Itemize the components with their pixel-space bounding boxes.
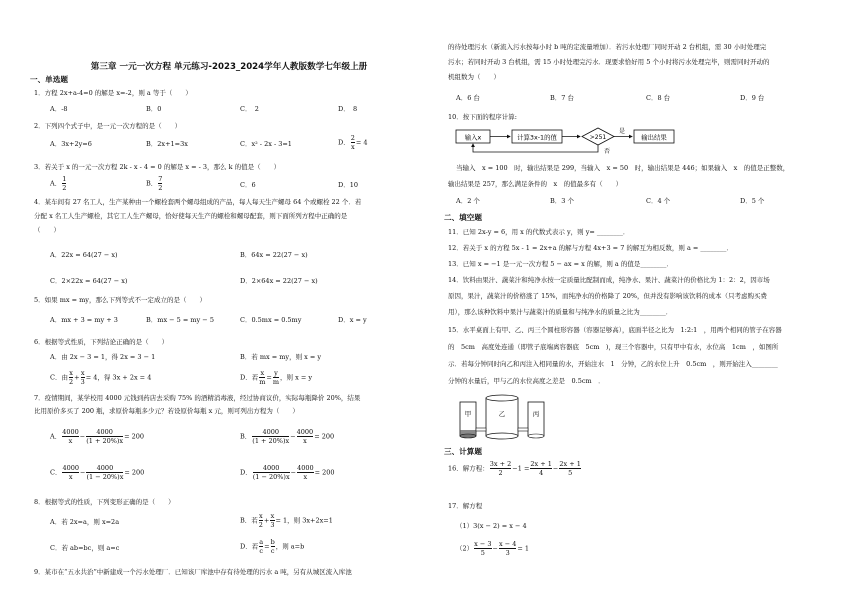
flow-input-label: 输入x: [464, 133, 482, 142]
q1-option-a: A．-8: [50, 105, 68, 113]
q7-line-1: 7．疫情期间，某学校用 4000 元钱到药店去采购 75% 的酒精消毒液，经过协商议价，实际每瓶降价 20%，结果: [34, 394, 361, 402]
flow-yes-label: 是: [618, 128, 626, 135]
q5-stem: 5．如果 mx = my，那么下列等式不一定成立的是（ ）: [34, 296, 206, 304]
q3-option-b: B． $\frac{7}{2}$: [146, 175, 163, 192]
container-bing: [528, 402, 544, 436]
label-bing: 丙: [532, 410, 540, 418]
flow-no-label: 否: [604, 148, 611, 155]
q10-line-2: 输出结果是 257，那么满足条件的 x 的值最多有（ ）: [448, 180, 623, 188]
section-heading-calc: 三、计算题: [444, 447, 482, 456]
q2-stem: 2．下列四个式子中，是一元一次方程的是（ ）: [34, 122, 182, 130]
q1-option-b: B．0: [146, 105, 162, 113]
q14-line-2: 原因，果汁，蔬菜汁的价格涨了 15%，而纯净水的价格降了 20%，但并没有影响该饮料的成本（只考虑购买费: [448, 292, 768, 300]
q9-line-4: 机组数为（ ）: [448, 73, 500, 81]
q12-stem: 12．若关于 x 的方程 5x - 1 = 2x+a 的解与方程 4x+3 = 7 的解互为相反数，则 a = ________．: [448, 244, 733, 252]
q8-option-d: D．若 $\frac{a}{c}$ = $\frac{b}{c}$ ，则 a=b: [240, 538, 305, 555]
q9-line-3: 污水；若同时开动 3 台机组，需 15 小时处理完污水．现要求恰好用 5 个小时将污水处理完毕，则需同时开动的: [448, 58, 770, 66]
q4-line-2: 分配 x 名工人生产螺栓，其它工人生产螺母，恰好使每天生产的螺栓和螺母配套，则下面所列方程中正确的是: [34, 212, 348, 220]
q8-option-b: B．若 $\frac{x}{2}$ + $\frac{x}{3}$ = 1，则 3x+2x=1: [240, 512, 333, 529]
q9-line-2: 的待处理污水（新流入污水按每小时 b 吨的定流量增加）．若污水处理厂同时开动 2 台机组，需 30 小时处理完: [448, 43, 767, 51]
q7-option-c: C． $\frac{4000}{x}$ − $\frac{4000}{(1 - 20\%)x}$ = 200: [50, 464, 145, 481]
q1-option-d: D． 8: [338, 105, 358, 113]
q17-part-1: （1）3(x − 2) = x − 4: [456, 522, 527, 530]
q11-stem: 11．已知 2x-y = 6，用 x 的代数式表示 y，则 y= ________．: [448, 228, 630, 236]
q2-option-b: B．2x+1=3x: [146, 140, 188, 148]
q3-option-d: D．10: [338, 181, 358, 189]
section-heading-fill: 二、填空题: [444, 213, 482, 222]
flow-output-label: 输出结果: [641, 133, 667, 142]
q9-option-d: D．9 台: [740, 94, 765, 102]
q7-option-d: D． $\frac{4000}{(1 - 20\%)x}$ − $\frac{4000}{x}$ = 200: [240, 464, 335, 481]
q10-stem: 10．按下面的程序计算:: [448, 113, 517, 121]
q15-line-1: 15．水平桌面上有甲、乙、丙三个圆柱形容器（容器足够高），底面半径之比为 1:2:1 ，用两个相同的管子在容器: [448, 326, 782, 334]
q1-option-c: C． 2: [240, 105, 259, 113]
flow-decision-label: >251: [589, 134, 607, 141]
q2-option-d: D． $\frac{2}{x}$ = 4: [338, 134, 368, 151]
q9-option-b: B．7 台: [550, 94, 574, 102]
label-jia: 甲: [464, 410, 472, 418]
q4-option-d: D．2×64x = 22(27 − x): [240, 277, 318, 285]
q7-line-2: 比用原价多买了 200 瓶，求原价每瓶多少元？若设原价每瓶 x 元，则可列出方程为（ ）: [34, 407, 299, 415]
q4-option-c: C．2×22x = 64(27 − x): [50, 277, 128, 285]
q15-line-2: 的 5cm 高度处连通（即管子底端离容器底 5cm )，现三个容器中，只有甲中有水，水位高 1cm ，如图所: [448, 343, 779, 351]
q16-equation: 16．解方程： $\frac{3x + 2}{2}$ −1 = $\frac{2x + 1}{4}$ − $\frac{2x + 1}{5}$: [448, 460, 581, 477]
label-yi: 乙: [498, 410, 506, 418]
q6-option-a: A．由 2x − 3 = 1，得 2x = 3 − 1: [50, 353, 156, 361]
q8-stem: 8．根据等式的性质，下列变形正确的是（ ）: [34, 498, 175, 506]
q6-stem: 6．根据等式性质，下列结论正确的是（ ）: [34, 338, 169, 346]
q9-option-c: C．8 台: [646, 94, 671, 102]
q14-line-3: 用），那么该种饮料中果汁与蔬菜汁的质量和与纯净水的质量之比为________．: [448, 308, 673, 316]
q2-option-c: C．x² - 2x - 3=1: [240, 140, 292, 148]
pipe-left: [476, 428, 486, 431]
q9-option-a: A．6 台: [456, 94, 480, 102]
q6-option-b: B．若 mx = my，则 x = y: [240, 353, 322, 361]
q4-line-1: 4．某车间有 27 名工人，生产某种由一个螺栓套两个螺母组成的产品，每人每天生产螺母 64 个或螺栓 22 个．若: [34, 198, 362, 206]
q5-option-b: B．mx − 5 = my − 5: [146, 316, 214, 324]
q6-option-d: D．若 $\frac{x}{m}$ = $\frac{y}{m}$ ，则 x = y: [240, 369, 312, 386]
q1-stem: 1．方程 2x+a-4=0 的解是 x=-2，则 a 等于（ ）: [34, 89, 192, 97]
q8-option-c: C．若 ab=bc，则 a=c: [50, 544, 120, 552]
q17-stem: 17．解方程: [448, 502, 483, 510]
q8-option-a: A．若 2x=a，则 x=2a: [50, 518, 120, 526]
pipe-right: [518, 428, 528, 431]
q3-option-c: C．6: [240, 181, 256, 189]
section-heading-choice: 一、单选题: [30, 75, 68, 84]
q10-option-d: D．5 个: [740, 197, 765, 205]
q13-stem: 13．已知 x = −1 是一元一次方程 5 − ax = x 的解，则 a 的值是________．: [448, 260, 673, 268]
q3-option-a: A． $\frac{1}{2}$: [50, 175, 67, 192]
q4-option-b: B．64x = 22(27 − x): [240, 251, 308, 259]
flow-compute-label: 计算3x-1的值: [517, 133, 557, 142]
q7-option-a: A． $\frac{4000}{x}$ − $\frac{4000}{(1 + 20\%)x}$ = 200: [50, 428, 145, 445]
q15-line-4: 分钟的水量后，甲与乙的水位高度之差是 0.5cm ．: [448, 377, 605, 385]
q9-line-1: 9．某市在“五水共治”中新建成一个污水处理厂．已知该厂库池中存有待处理的污水 a 吨，另有从城区流入库池: [34, 568, 352, 576]
q15-line-3: 示．若每分钟同时向乙和丙注入相同量的水，开始注水 1 分钟，乙的水位上升 0.5cm ，则开始注入________: [448, 360, 778, 368]
q10-line-1: 当输入 x = 100 时，输出结果是 299，当输入 x = 50 时，输出结果是 446；如果输入 x 的值是正整数，: [456, 164, 790, 172]
q3-stem: 3．若关于 x 的一元一次方程 2k - x - 4 = 0 的解是 x = - 3，那么 k 的值是（ ）: [34, 163, 281, 171]
q10-option-b: B．3 个: [550, 197, 574, 205]
q5-option-a: A．mx + 3 = my + 3: [50, 316, 118, 324]
q10-option-c: C．4 个: [646, 197, 671, 205]
q15-containers-figure: [456, 392, 548, 440]
q7-option-b: B． $\frac{4000}{(1 + 20\%)x}$ − $\frac{4000}{x}$ = 200: [240, 428, 335, 445]
q4-option-a: A．22x = 64(27 − x): [50, 251, 118, 259]
q10-flowchart: [452, 124, 692, 156]
q4-line-3: （ ）: [34, 226, 60, 234]
q5-option-d: D．x = y: [338, 316, 367, 324]
q10-option-a: A．2 个: [456, 197, 480, 205]
q14-line-1: 14．饮料由果汁、蔬菜汁和纯净水按一定质量比配制而成，纯净水、果汁、蔬菜汁的价格比为 1：2：2，因市场: [448, 276, 770, 284]
q5-option-c: C．0.5mx = 0.5my: [240, 316, 302, 324]
page-title: 第三章 一元一次方程 单元练习-2023_2024学年人教版数学七年级上册: [90, 62, 368, 72]
q17-part-2: （2） $\frac{x - 3}{5}$ − $\frac{x - 4}{3}$ = 1: [456, 540, 530, 557]
q2-option-a: A．3x+2y=6: [50, 140, 92, 148]
q6-option-c: C．由 $\frac{x}{2}$ + $\frac{x}{3}$ = 4，得 3x + 2x = 4: [50, 369, 152, 386]
